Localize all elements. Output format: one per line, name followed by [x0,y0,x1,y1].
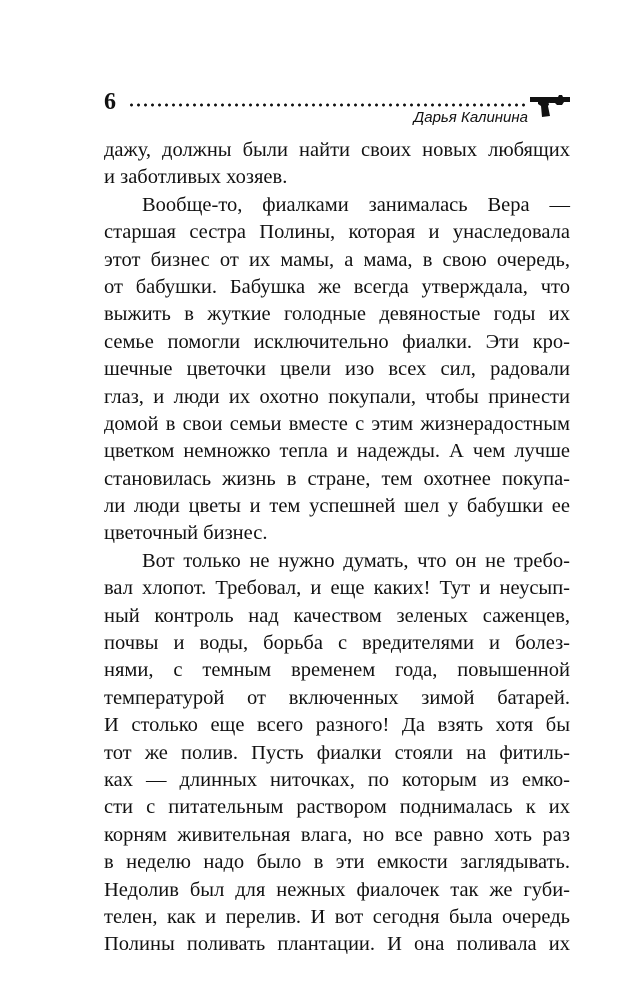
text-line: температурой от включенных зимой батарей. [104,686,570,709]
body-text [104,137,570,959]
text-line: И столько еще всего разного! Да взять хотя бы [104,714,570,737]
text-line: Полины поливать плантации. И она поливала их [104,933,570,956]
dotted-rule [128,102,526,108]
text-line: домой в свои семьи вместе с этим жизнерадостным [104,412,570,435]
running-head-author: Дарья Калинина [413,109,528,126]
revolver-icon [528,92,572,118]
text-line: нями, с темным временем года, повышенной [104,659,570,682]
text-line: ный контроль над качеством зеленых саженцев, [104,604,570,627]
text-line: этот бизнес от их мамы, а мама, в свою очередь, [104,248,570,271]
text-line: ках — длинных ниточках, по которым из емко- [104,768,570,791]
text-line: почвы и воды, борьба с вредителями и болез- [104,632,570,655]
text-line: дажу, должны были найти своих новых любящих [104,139,570,161]
text-line: сти с питательным раствором поднималась к их [104,796,570,819]
text-line: глаз, и люди их охотно покупали, чтобы принести [104,385,570,408]
text-line: семье помогли исключительно фиалки. Эти кро- [104,330,570,353]
text-line: Недолив был для нежных фиалочек так же губи- [104,878,570,901]
text-line: шечные цветочки цвели изо всех сил, радовали [104,358,570,381]
text-line: выжить в жуткие голодные девяностые годы их [104,303,570,326]
text-line: корням живительная влага, но все равно хоть раз [104,823,570,846]
page-number: 6 [104,89,116,115]
text-line: цветочный бизнес. [104,522,268,545]
text-line: в неделю надо было в эти емкости заглядывать. [104,851,570,874]
text-line: и заботливых хозяев. [104,166,288,189]
text-line: становилась жизнь в стране, тем охотнее покупа- [104,467,570,490]
text-line: от бабушки. Бабушка же всегда утверждала, что [104,275,570,298]
text-line: вал хлопот. Требовал, и еще каких! Тут и неусып- [104,577,570,600]
text-line: Вообще-то, фиалками занималась Вера — [142,193,570,216]
text-line: Вот только не нужно думать, что он не требо- [142,549,570,572]
text-line: телен, как и перелив. И вот сегодня была очередь [104,905,570,928]
text-line: тот же полив. Пусть фиалки стояли на фитиль- [104,741,570,764]
text-line: старшая сестра Полины, которая и унаследовала [104,221,570,244]
running-header [104,88,570,128]
text-line: цветком немножко тепла и надежды. А чем лучше [104,440,570,463]
text-line: ли люди цветы и тем успешней шел у бабушки ее [104,495,570,518]
